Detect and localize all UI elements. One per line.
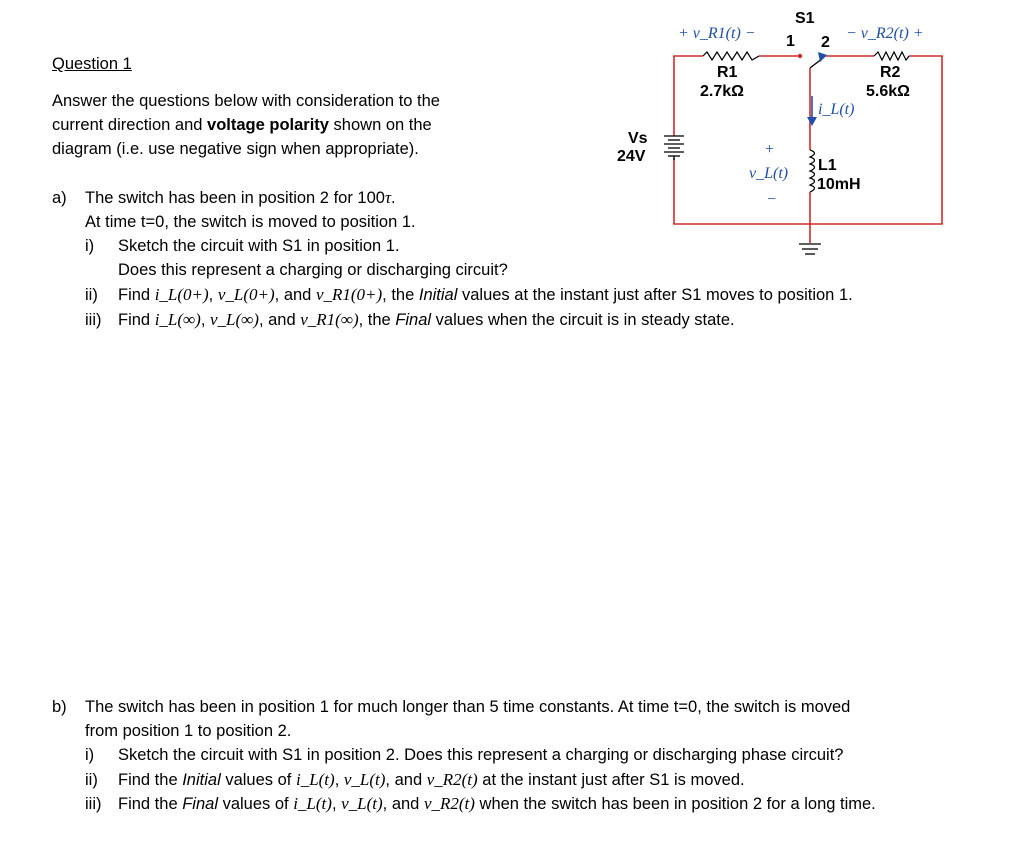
r1-symbol — [703, 52, 759, 60]
part-a-line-2: At time t=0, the switch is moved to position 1. — [85, 213, 416, 231]
r2-value: 5.6kΩ — [866, 83, 910, 100]
vr1-label: + v_R1(t) − — [678, 25, 756, 42]
part-b-iii-text: Find the Final values of i_L(t), v_L(t), and v_R2(t) when the switch has been in position 2 for a long time. — [118, 794, 876, 813]
r1-value: 2.7kΩ — [700, 83, 744, 100]
vl-label: v_L(t) — [749, 165, 789, 182]
wire-left-top — [674, 56, 703, 136]
part-a-i-line-2: Does this represent a charging or discharging circuit? — [118, 261, 508, 279]
r2-name: R2 — [880, 64, 901, 81]
inductor-l1-symbol — [810, 150, 815, 192]
l1-value: 10mH — [817, 176, 861, 193]
vr2-label: − v_R2(t) + — [846, 25, 924, 42]
part-b-line-2: from position 1 to position 2. — [85, 722, 292, 740]
intro-line-3: diagram (i.e. use negative sign when appropriate). — [52, 140, 419, 158]
r1-name: R1 — [717, 64, 738, 81]
switch-pos2-label: 2 — [821, 34, 830, 51]
part-a-i-line-1: Sketch the circuit with S1 in position 1. — [118, 237, 400, 255]
part-b-i-text: Sketch the circuit with S1 in position 2. Does this represent a charging or discharging phase circuit? — [118, 746, 844, 764]
part-a-marker: a) — [52, 189, 67, 207]
math-vl-0plus: v_L(0+) — [217, 285, 275, 304]
il-label: i_L(t) — [818, 101, 855, 118]
current-arrow — [807, 96, 817, 126]
part-b-marker: b) — [52, 698, 67, 716]
part-b-ii-marker: ii) — [85, 771, 98, 789]
part-a-iii-text: Find i_L(∞), v_L(∞), and v_R1(∞), the Final values when the circuit is in steady state. — [118, 310, 735, 329]
battery-vs-symbol — [664, 136, 684, 160]
math-vl-inf: v_L(∞) — [209, 310, 259, 329]
vs-value: 24V — [617, 148, 646, 165]
intro-line-2: current direction and voltage polarity shown on the — [52, 116, 432, 134]
part-b-line-1: The switch has been in position 1 for much longer than 5 time constants. At time t=0, the switch is moved — [85, 698, 851, 716]
intro-line-1: Answer the questions below with consideration to the — [52, 92, 440, 110]
switch-s1-symbol — [798, 52, 827, 68]
math-il-inf: i_L(∞) — [154, 310, 201, 329]
math-vr1-inf: v_R1(∞) — [300, 310, 359, 329]
ground-symbol — [799, 244, 821, 254]
vl-minus: − — [766, 191, 777, 208]
part-b-ii-text: Find the Initial values of i_L(t), v_L(t), and v_R2(t) at the instant just after S1 is moved. — [118, 770, 745, 789]
part-a-i-marker: i) — [85, 237, 95, 255]
part-a-iii-marker: iii) — [85, 311, 102, 329]
switch-pos1-label: 1 — [786, 33, 795, 50]
vl-plus: + — [764, 141, 775, 158]
math-vr1-0plus: v_R1(0+) — [315, 285, 383, 304]
part-b-i-marker: i) — [85, 746, 95, 764]
l1-name: L1 — [818, 157, 837, 174]
math-il-0plus: i_L(0+) — [154, 285, 209, 304]
part-a-line-1: The switch has been in position 2 for 100τ. — [85, 188, 396, 207]
switch-label: S1 — [795, 10, 815, 27]
part-b-iii-marker: iii) — [85, 795, 102, 813]
vs-name: Vs — [628, 130, 648, 147]
wire-r2-right — [674, 56, 942, 224]
question-title: Question 1 — [52, 55, 132, 73]
part-a-ii-marker: ii) — [85, 286, 98, 304]
r2-symbol — [874, 52, 909, 60]
part-a-ii-text: Find i_L(0+), v_L(0+), and v_R1(0+), the Initial values at the instant just after S1 moves to position 1. — [118, 285, 853, 304]
